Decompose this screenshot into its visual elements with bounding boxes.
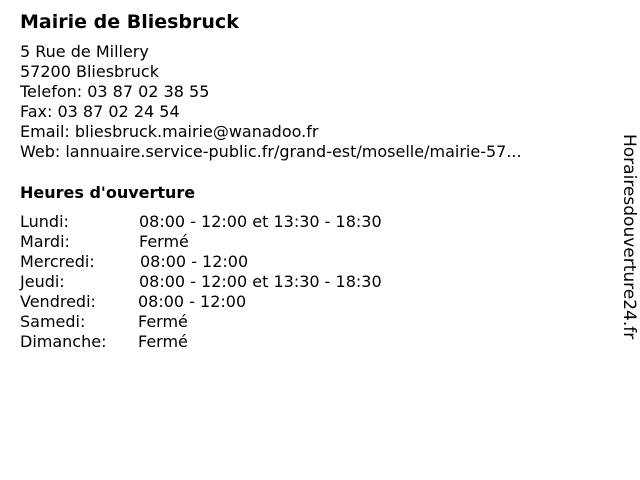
hours-row-sunday bbox=[20, 332, 600, 352]
day-hours: Fermé bbox=[139, 232, 189, 251]
phone-line[interactable]: Telefon: 03 87 02 38 55 bbox=[20, 82, 210, 101]
email-line bbox=[20, 122, 600, 142]
fax-line: Fax: 03 87 02 24 54 bbox=[20, 102, 180, 121]
address-city: 57200 Bliesbruck bbox=[20, 62, 159, 81]
day-label: Samedi: bbox=[20, 312, 86, 331]
day-label: Vendredi: bbox=[20, 292, 96, 311]
email-link[interactable]: bliesbruck.mairie@wanadoo.fr bbox=[74, 122, 319, 141]
day-label: Lundi: bbox=[20, 212, 69, 231]
day-label: Mardi: bbox=[20, 232, 70, 251]
web-line bbox=[20, 142, 600, 162]
day-hours: 08:00 - 12:00 bbox=[138, 292, 247, 311]
site-brand-link[interactable]: Horairesdouverture24.fr bbox=[619, 134, 639, 340]
day-hours: Fermé bbox=[138, 332, 188, 351]
hours-row-tuesday bbox=[20, 232, 600, 252]
address-street: 5 Rue de Millery bbox=[20, 42, 149, 61]
hours-row-saturday bbox=[20, 312, 600, 332]
hours-row-wednesday bbox=[20, 252, 600, 272]
hours-row-thursday bbox=[20, 272, 600, 292]
hours-row-monday bbox=[20, 212, 600, 232]
email-label: Email: bbox=[20, 122, 75, 141]
hours-row-friday bbox=[20, 292, 600, 312]
day-label: Dimanche: bbox=[20, 332, 107, 351]
web-link[interactable]: lannuaire.service-public.fr/grand-est/moselle/mairie-57... bbox=[65, 142, 522, 161]
business-name: Mairie de Bliesbruck bbox=[20, 11, 239, 33]
day-label: Jeudi: bbox=[20, 272, 65, 291]
web-label: Web: bbox=[20, 142, 66, 161]
day-hours: 08:00 - 12:00 bbox=[140, 252, 249, 271]
day-label: Mercredi: bbox=[20, 252, 95, 271]
day-hours: Fermé bbox=[138, 312, 188, 331]
opening-hours-title: Heures d'ouverture bbox=[20, 183, 196, 202]
day-hours: 08:00 - 12:00 et 13:30 - 18:30 bbox=[139, 212, 382, 231]
business-card bbox=[20, 10, 600, 352]
opening-hours-table bbox=[20, 212, 600, 352]
day-hours: 08:00 - 12:00 et 13:30 - 18:30 bbox=[139, 272, 382, 291]
